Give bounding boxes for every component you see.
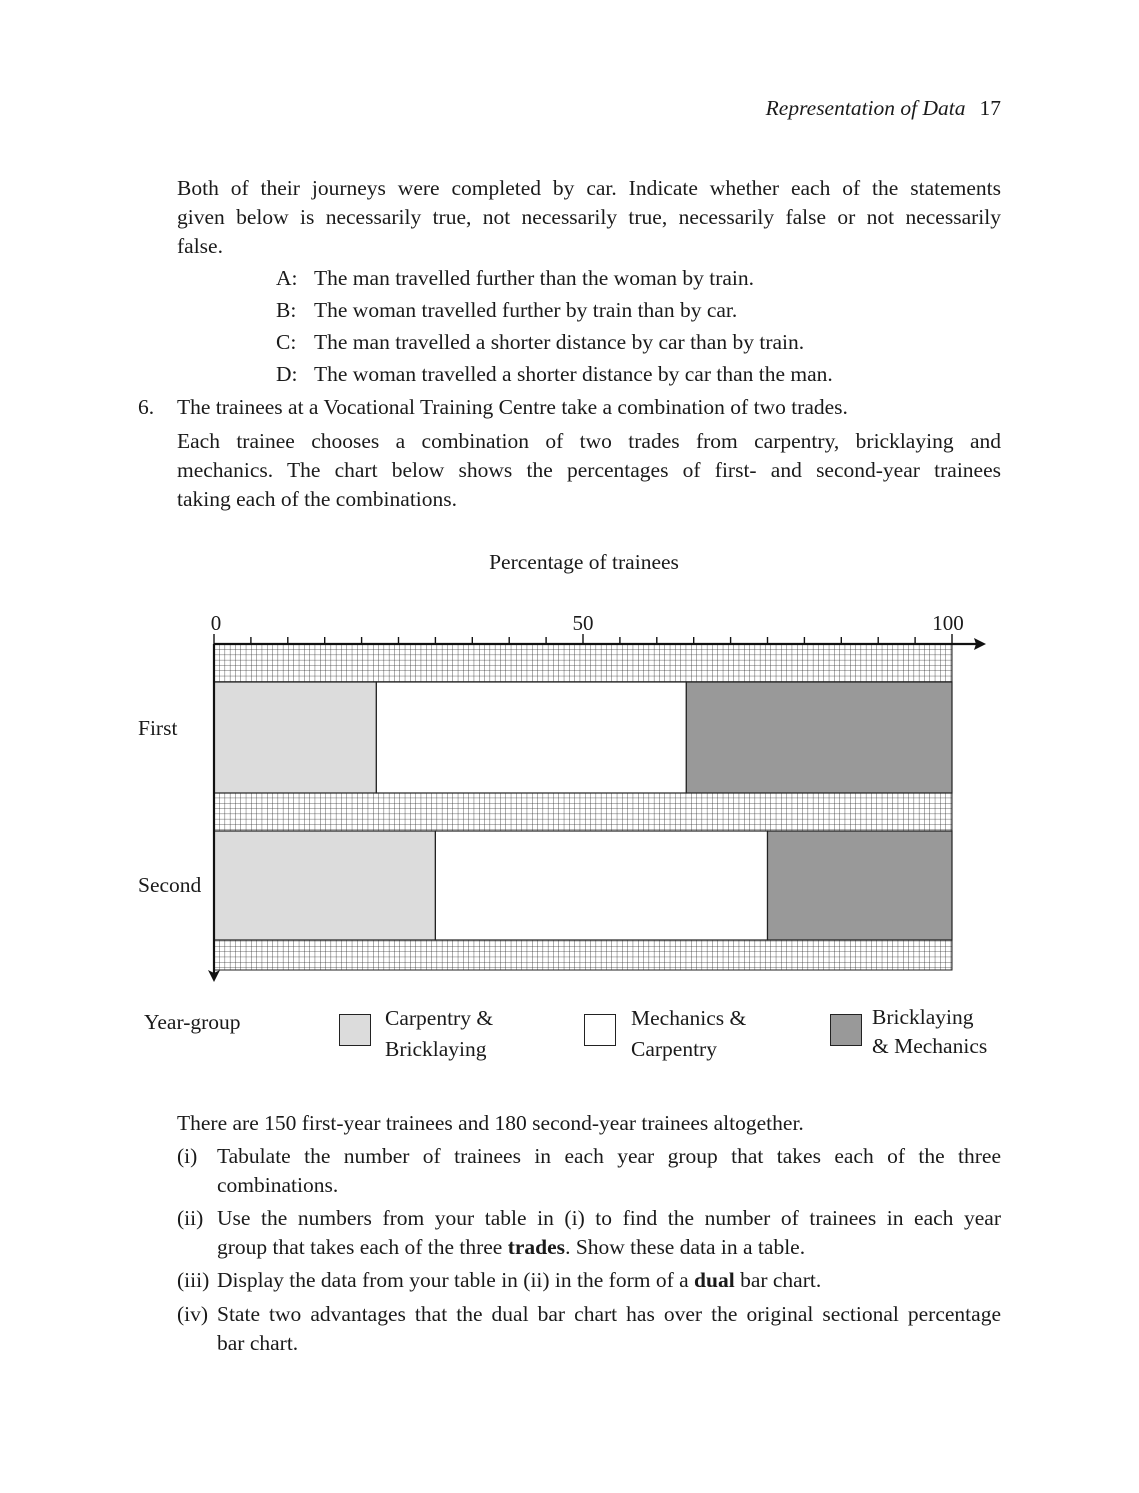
statement-text: The woman travelled further by train than by car. bbox=[314, 298, 738, 322]
part-line: Tabulate the number of trainees in each year group that takes each of the three bbox=[217, 1144, 1001, 1168]
legend-label-line: Carpentry bbox=[631, 1037, 717, 1061]
statement-b bbox=[276, 296, 996, 325]
running-header bbox=[766, 94, 1001, 123]
part-i bbox=[177, 1142, 1001, 1202]
statement-text: The man travelled a shorter distance by car than by train. bbox=[314, 330, 805, 354]
statement-c bbox=[276, 328, 996, 357]
statement-label: D: bbox=[276, 362, 298, 386]
bar-first-bricklaying-mechanics bbox=[686, 682, 952, 793]
part-number: (iii) bbox=[177, 1268, 210, 1292]
part-line bbox=[217, 1233, 1001, 1262]
legend-label-carpentry-bricklaying bbox=[385, 1003, 493, 1065]
part-line: State two advantages that the dual bar chart has over the original sectional percentage bbox=[217, 1302, 1001, 1326]
x-tick-label: 0 bbox=[210, 611, 222, 635]
part-number: (ii) bbox=[177, 1206, 204, 1230]
sectional-percentage-bar-chart bbox=[0, 600, 1139, 985]
legend-swatch-bricklaying-mechanics bbox=[830, 1014, 862, 1046]
category-label-first: First bbox=[138, 716, 178, 740]
statement-label: C: bbox=[276, 330, 297, 354]
question-first-line: The trainees at a Vocational Training Centre take a combination of two trades. bbox=[177, 395, 848, 419]
part-iii bbox=[177, 1266, 1001, 1296]
part-bold-text: trades bbox=[507, 1235, 566, 1259]
part-text: Display the data from your table in (ii) in the form of a bbox=[217, 1268, 695, 1292]
part-body bbox=[217, 1142, 1001, 1200]
part-number: (iv) bbox=[177, 1302, 209, 1326]
legend-label-bricklaying-mechanics bbox=[872, 1003, 987, 1061]
intro-line: false. bbox=[177, 234, 223, 258]
part-text: group that takes each of the three bbox=[217, 1235, 508, 1259]
legend-label-mechanics-carpentry bbox=[631, 1003, 746, 1065]
legend-label-line: Mechanics & bbox=[631, 1006, 747, 1030]
part-line bbox=[217, 1266, 1001, 1295]
page-number: 17 bbox=[979, 96, 1001, 120]
legend-label-line: Carpentry & bbox=[385, 1006, 494, 1030]
part-line: bar chart. bbox=[217, 1331, 299, 1355]
question-line: taking each of the combinations. bbox=[177, 487, 458, 511]
part-ii bbox=[177, 1204, 1001, 1264]
chart-title: Percentage of trainees bbox=[489, 550, 679, 574]
question-line: Each trainee chooses a combination of two trades from carpentry, bricklaying and bbox=[177, 429, 1001, 453]
category-label-second: Second bbox=[138, 873, 202, 897]
statement-text: The man travelled further than the woman by train. bbox=[314, 266, 754, 290]
legend-label-line: & Mechanics bbox=[872, 1034, 988, 1058]
legend-label-line: Bricklaying bbox=[872, 1005, 974, 1029]
statement-label: B: bbox=[276, 298, 297, 322]
part-iv bbox=[177, 1300, 1001, 1360]
legend-label-line: Bricklaying bbox=[385, 1037, 487, 1061]
statement-d bbox=[276, 360, 996, 389]
legend-swatch-mechanics-carpentry bbox=[584, 1014, 616, 1046]
bar-first-carpentry-bricklaying bbox=[214, 682, 376, 793]
part-body bbox=[217, 1300, 1001, 1358]
part-text: bar chart. bbox=[734, 1268, 822, 1292]
part-bold-text: dual bbox=[694, 1268, 735, 1292]
part-body bbox=[217, 1204, 1001, 1262]
y-axis-label: Year-group bbox=[144, 1010, 241, 1034]
part-line: Use the numbers from your table in (i) to find the number of trainees in each year bbox=[217, 1206, 1001, 1230]
bar-second-bricklaying-mechanics bbox=[768, 831, 953, 940]
x-tick-label: 50 bbox=[572, 611, 594, 635]
statement-a bbox=[276, 264, 996, 293]
intro-line: Both of their journeys were completed by car. Indicate whether each of the statements bbox=[177, 176, 1001, 200]
intro-line: given below is necessarily true, not necessarily true, necessarily false or not necessarily bbox=[177, 205, 1001, 229]
question-paragraph bbox=[177, 427, 1001, 514]
bar-second-carpentry-bricklaying bbox=[214, 831, 435, 940]
part-body bbox=[217, 1266, 1001, 1295]
x-tick-label: 100 bbox=[932, 611, 964, 635]
bar-first-mechanics-carpentry bbox=[376, 682, 686, 793]
question-number: 6. bbox=[138, 395, 155, 419]
part-line: combinations. bbox=[217, 1173, 339, 1197]
legend-swatch-carpentry-bricklaying bbox=[339, 1014, 371, 1046]
bar-second-mechanics-carpentry bbox=[435, 831, 767, 940]
intro-paragraph bbox=[177, 174, 1001, 261]
statement-label: A: bbox=[276, 266, 298, 290]
part-text: . Show these data in a table. bbox=[565, 1235, 806, 1259]
running-header-title: Representation of Data bbox=[765, 96, 966, 120]
statement-text: The woman travelled a shorter distance by car than the man. bbox=[314, 362, 833, 386]
question-line: mechanics. The chart below shows the percentages of first- and second-year trainees bbox=[177, 458, 1001, 482]
part-number: (i) bbox=[177, 1144, 198, 1168]
totals-text: There are 150 first-year trainees and 180 second-year trainees altogether. bbox=[177, 1111, 804, 1135]
